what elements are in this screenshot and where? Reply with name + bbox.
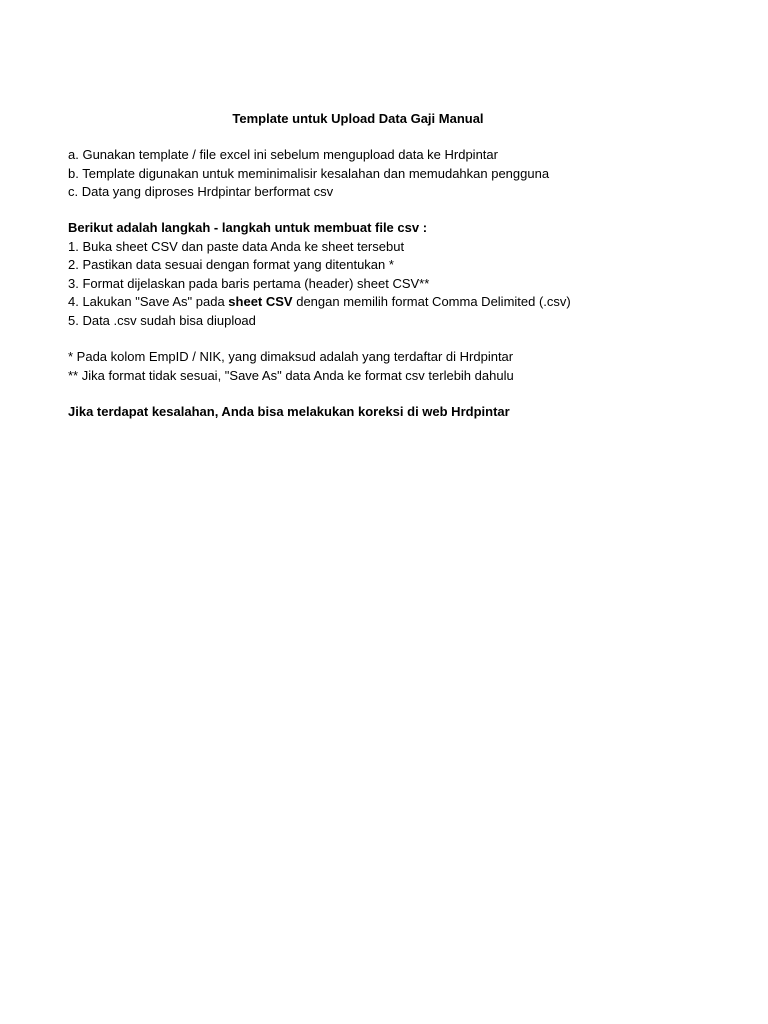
steps-section <box>68 219 728 330</box>
intro-item-b: b. Template digunakan untuk meminimalisir kesalahan dan memudahkan pengguna <box>68 165 550 181</box>
note-1: * Pada kolom EmpID / NIK, yang dimaksud adalah yang terdaftar di Hrdpintar <box>68 349 514 364</box>
intro-list <box>68 146 728 202</box>
step-4 <box>68 293 728 312</box>
step-2: 2. Pastikan data sesuai dengan format yang ditentukan * <box>68 257 394 272</box>
notes-section <box>68 348 728 385</box>
step-3: 3. Format dijelaskan pada baris pertama (header) sheet CSV** <box>68 275 430 291</box>
step-4-after: dengan memilih format Comma Delimited (.csv) <box>292 294 571 309</box>
note-2: ** Jika format tidak sesuai, "Save As" data Anda ke format csv terlebih dahulu <box>68 367 514 383</box>
intro-item-c: c. Data yang diproses Hrdpintar berformat csv <box>68 184 334 199</box>
intro-item-a: a. Gunakan template / file excel ini sebelum mengupload data ke Hrdpintar <box>68 147 498 162</box>
step-1: 1. Buka sheet CSV dan paste data Anda ke sheet tersebut <box>68 238 405 254</box>
step-4-bold: sheet CSV <box>228 294 293 309</box>
steps-heading: Berikut adalah langkah - langkah untuk membuat file csv : <box>68 220 428 235</box>
closing-statement: Jika terdapat kesalahan, Anda bisa melakukan koreksi di web Hrdpintar <box>68 404 510 419</box>
step-5: 5. Data .csv sudah bisa diupload <box>68 312 256 328</box>
document-title: Template untuk Upload Data Gaji Manual <box>232 111 484 126</box>
step-4-before: 4. Lakukan "Save As" pada <box>68 294 229 309</box>
closing-section <box>68 403 728 422</box>
